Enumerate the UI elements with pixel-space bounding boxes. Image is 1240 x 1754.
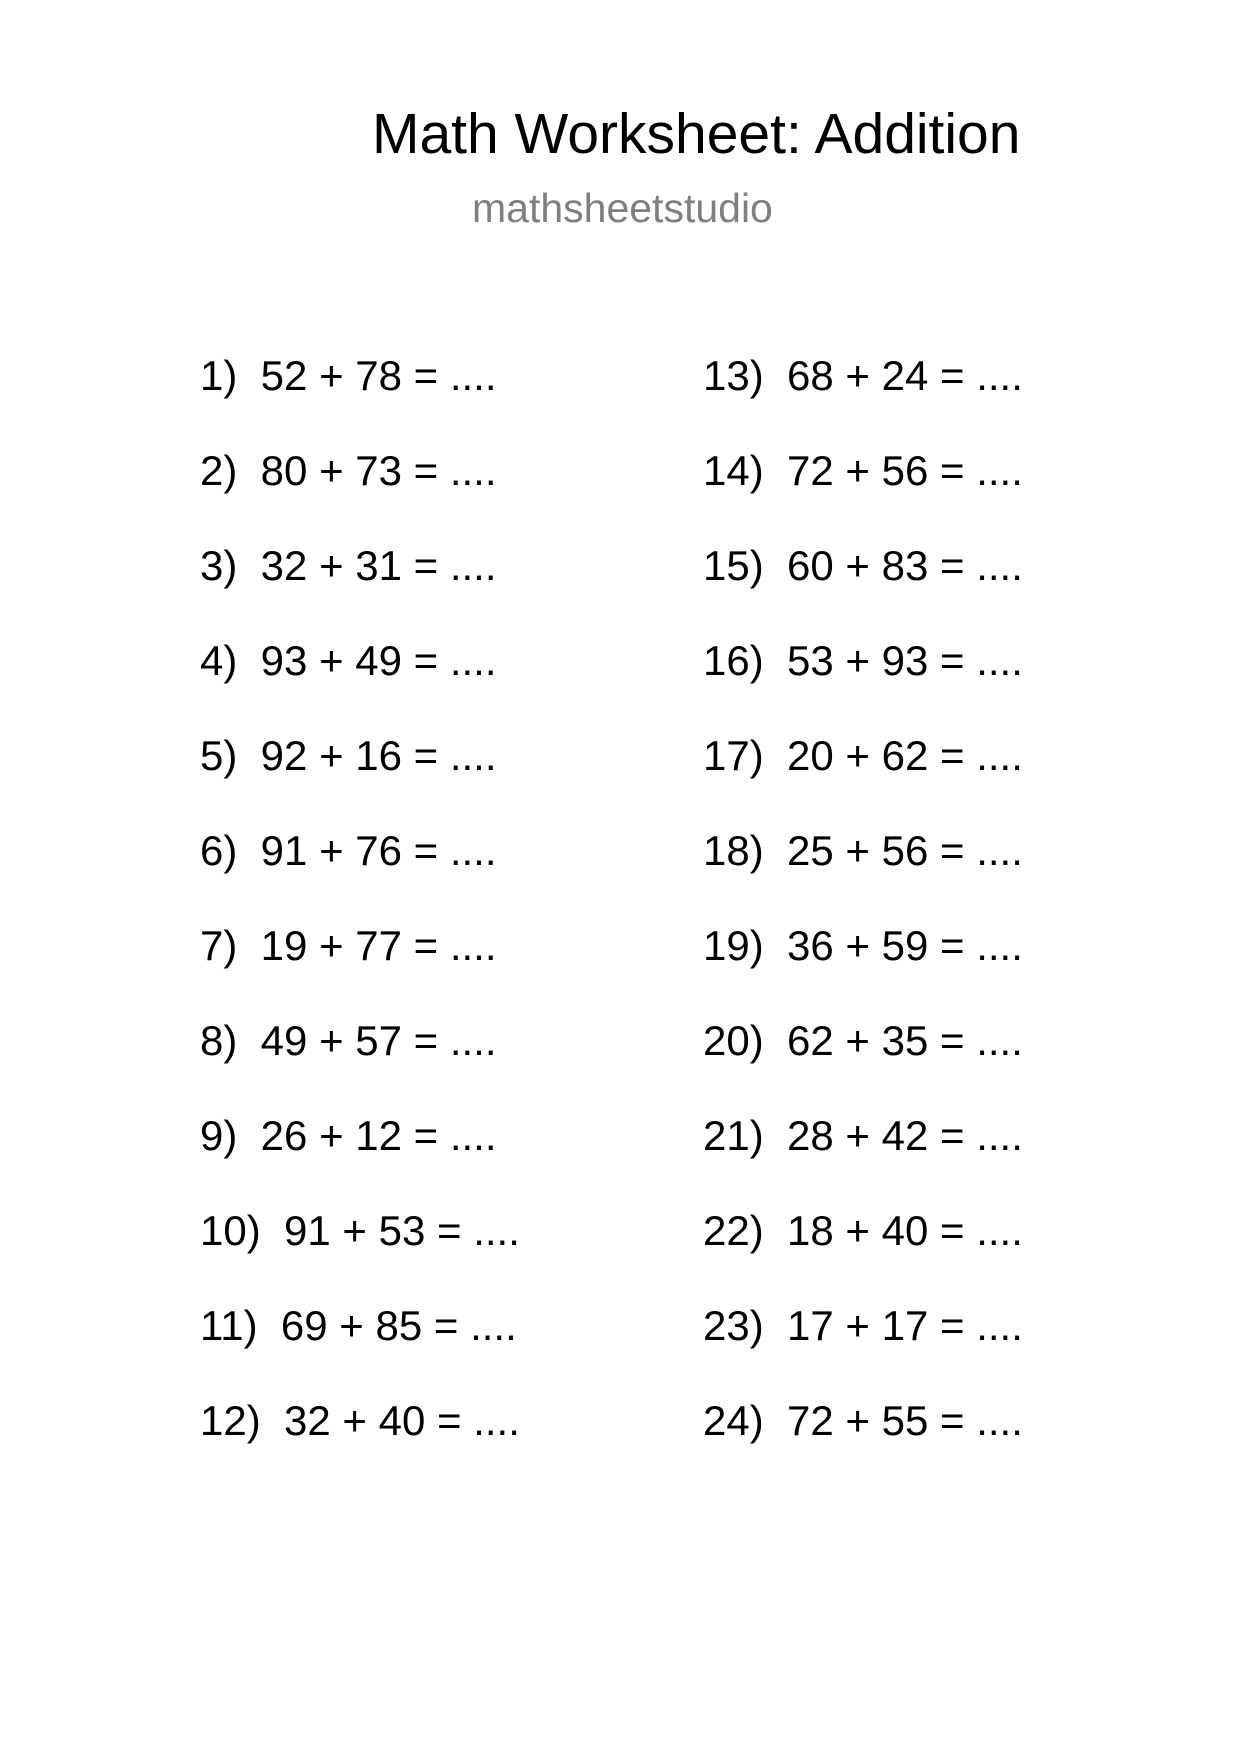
problem-item: 1) 52 + 78 = .... xyxy=(200,352,497,399)
problem-item: 15) 60 + 83 = .... xyxy=(703,542,1023,589)
problem-item: 5) 92 + 16 = .... xyxy=(200,732,497,779)
problem-item: 11) 69 + 85 = .... xyxy=(200,1302,517,1349)
problem-item: 23) 17 + 17 = .... xyxy=(703,1302,1023,1349)
problem-item: 13) 68 + 24 = .... xyxy=(703,352,1023,399)
problem-item: 20) 62 + 35 = .... xyxy=(703,1017,1023,1064)
problem-item: 12) 32 + 40 = .... xyxy=(200,1397,520,1444)
problem-item: 10) 91 + 53 = .... xyxy=(200,1207,520,1254)
problem-item: 24) 72 + 55 = .... xyxy=(703,1397,1023,1444)
problem-column-right xyxy=(703,348,1163,1488)
problem-item: 14) 72 + 56 = .... xyxy=(703,447,1023,494)
problem-item: 21) 28 + 42 = .... xyxy=(703,1112,1023,1159)
worksheet-title: Math Worksheet: Addition xyxy=(372,102,1021,166)
problem-item: 3) 32 + 31 = .... xyxy=(200,542,497,589)
problem-item: 2) 80 + 73 = .... xyxy=(200,447,497,494)
problem-item: 19) 36 + 59 = .... xyxy=(703,922,1023,969)
worksheet-source: mathsheetstudio xyxy=(472,185,773,231)
problem-item: 7) 19 + 77 = .... xyxy=(200,922,497,969)
problem-item: 22) 18 + 40 = .... xyxy=(703,1207,1023,1254)
problem-item: 8) 49 + 57 = .... xyxy=(200,1017,497,1064)
problem-item: 6) 91 + 76 = .... xyxy=(200,827,497,874)
problem-item: 9) 26 + 12 = .... xyxy=(200,1112,497,1159)
problem-item: 17) 20 + 62 = .... xyxy=(703,732,1023,779)
problem-item: 18) 25 + 56 = .... xyxy=(703,827,1023,874)
problem-column-left xyxy=(200,348,660,1488)
problem-item: 16) 53 + 93 = .... xyxy=(703,637,1023,684)
problem-item: 4) 93 + 49 = .... xyxy=(200,637,497,684)
